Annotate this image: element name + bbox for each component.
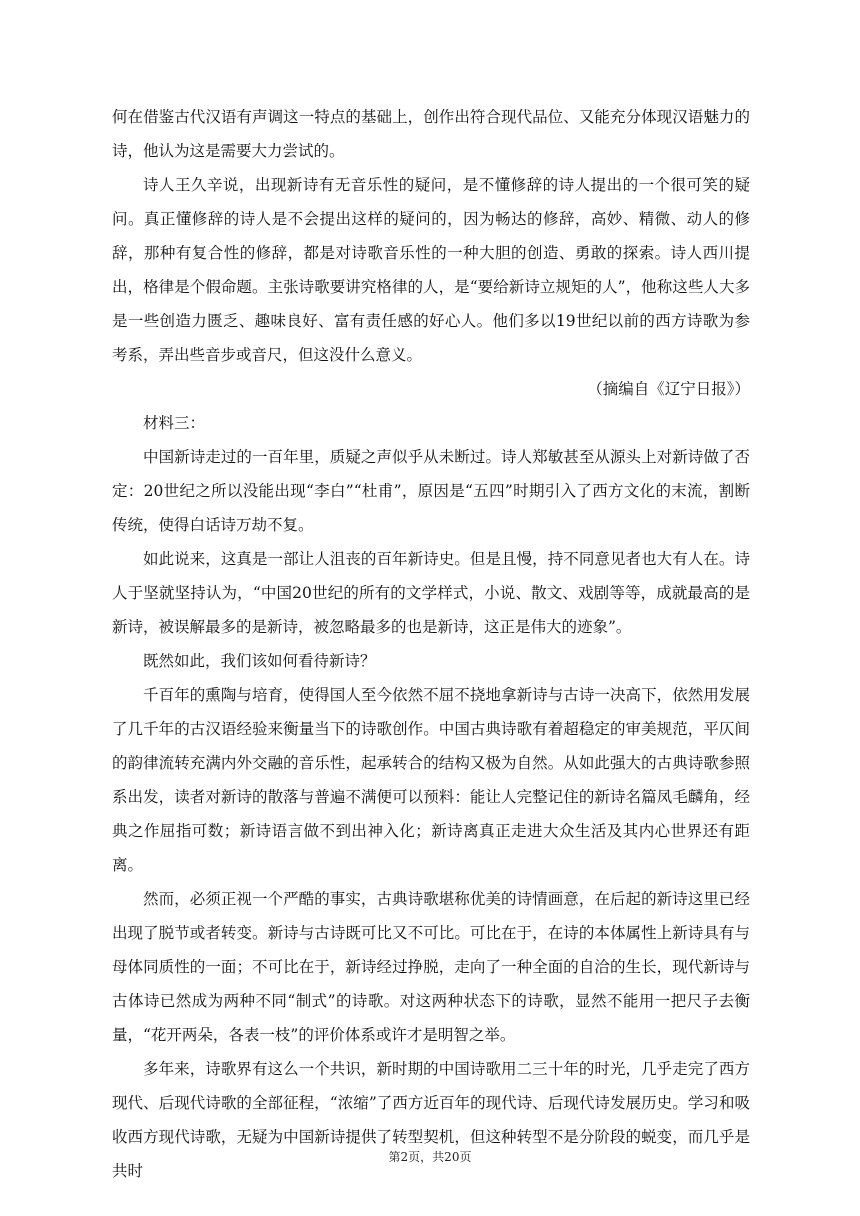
paragraph: 中国新诗走过的一百年里，质疑之声似乎从未断过。诗人郑敏甚至从源头上对新诗做了否定：20世纪之所以没能出现“李白”“杜甫”，原因是“五四”时期引入了西方文化的末流，割断传统，使得白话诗万劫不复。 xyxy=(112,448,750,534)
paragraph: 既然如此，我们该如何看待新诗？ xyxy=(143,652,376,670)
source-citation: （摘编自《辽宁日报》） xyxy=(587,380,750,398)
paragraph-continuation: 何在借鉴古代汉语有声调这一特点的基础上，创作出符合现代品位、又能充分体现汉语魅力的诗，他认为这是需要大力尝试的。 xyxy=(112,108,750,160)
section-heading: 材料三： xyxy=(143,414,206,432)
paragraph: 诗人王久辛说，出现新诗有无音乐性的疑问，是不懂修辞的诗人提出的一个很可笑的疑问。真正懂修辞的诗人是不会提出这样的疑问的，因为畅达的修辞，高妙、精微、动人的修辞，那种有复合性的修辞，都是对诗歌音乐性的一种大胆的创造、勇敢的探索。诗人西川提出，格律是个假命题。主张诗歌要讲究格律的人，是“要给新诗立规矩的人”，他称这些人大多是一些创造力匮乏、趣味良好、富有责任感的好心人。他们多以19世纪以前的西方诗歌为参考系，弄出些音步或音尺，但这没什么意义。 xyxy=(112,176,750,364)
paragraph: 千百年的熏陶与培育，使得国人至今依然不屈不挠地拿新诗与古诗一决高下，依然用发展了几千年的古汉语经验来衡量当下的诗歌创作。中国古典诗歌有着超稳定的审美规范，平仄间的韵律流转充满内外交融的音乐性，起承转合的结构又极为自然。从如此强大的古典诗歌参照系出发，读者对新诗的散落与普遍不满便可以预料：能让人完整记住的新诗名篇凤毛麟角，经典之作屈指可数；新诗语言做不到出神入化；新诗离真正走进大众生活及其内心世界还有距离。 xyxy=(112,686,750,874)
page-footer: 第2页，共20页 xyxy=(388,1150,472,1164)
document-body xyxy=(112,100,750,1188)
paragraph: 多年来，诗歌界有这么一个共识，新时期的中国诗歌用二三十年的时光，几乎走完了西方现代、后现代诗歌的全部征程，“浓缩”了西方近百年的现代诗、后现代诗发展历史。学习和吸收西方现代诗歌，无疑为中国新诗提供了转型契机，但这种转型不是分阶段的蜕变，而几乎是共时 xyxy=(112,1060,750,1180)
paragraph: 然而，必须正视一个严酷的事实，古典诗歌堪称优美的诗情画意，在后起的新诗这里已经出现了脱节或者转变。新诗与古诗既可比又不可比。可比在于，在诗的本体属性上新诗具有与母体同质性的一面；不可比在于，新诗经过挣脱，走向了一种全面的自洽的生长，现代新诗与古体诗已然成为两种不同“制式”的诗歌。对这两种状态下的诗歌，显然不能用一把尺子去衡量，“花开两朵，各表一枝”的评价体系或许才是明智之举。 xyxy=(112,890,750,1044)
paragraph: 如此说来，这真是一部让人沮丧的百年新诗史。但是且慢，持不同意见者也大有人在。诗人于坚就坚持认为，“中国20世纪的所有的文学样式，小说、散文、戏剧等等，成就最高的是新诗，被误解最多的是新诗，被忽略最多的也是新诗，这正是伟大的迹象”。 xyxy=(112,550,750,636)
